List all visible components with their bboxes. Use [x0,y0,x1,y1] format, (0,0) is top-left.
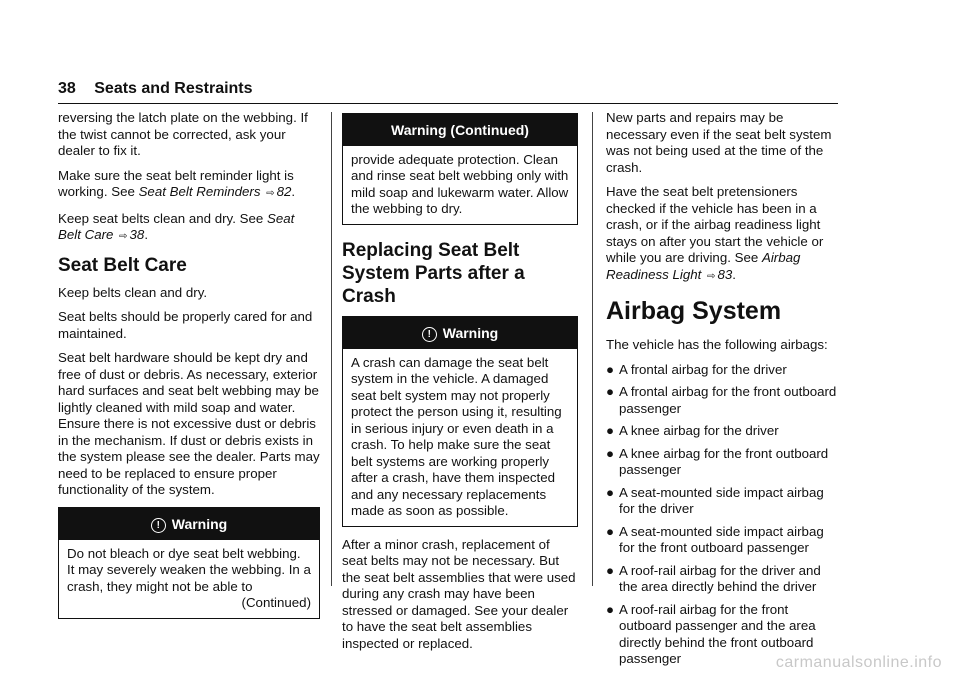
list-item [606,384,842,417]
page-reference-arrow-icon: ⇨ [266,188,275,199]
warning-title: Warning [171,515,228,532]
bullet-dot-icon: ● [606,484,615,500]
warning-box [342,316,578,527]
paragraph: Seat belt hardware should be kept dry and free of dust or debris. As necessary, exterior hard surfaces and seat belt webbing may be lightly cleaned with mild soap and water. Ensure there is not excessive dust or debris in the mechanism. If dust or debris exists in the system please see the dealer. Parts may need to be replaced to ensure proper functionality of the system. [58,350,320,497]
column-3 [606,110,842,674]
xref-link[interactable]: Seat Belt Reminders [138,184,261,199]
list-item-text: A knee airbag for the driver [619,423,779,438]
bullet-dot-icon: ● [606,445,615,461]
watermark: carmanualsonline.info [775,654,942,671]
bullet-dot-icon: ● [606,423,615,438]
header-rule [58,103,838,104]
list-item [606,485,842,518]
paragraph: Keep belts clean and dry. [58,284,208,300]
text: See [734,250,762,265]
warning-box [58,507,320,619]
warning-header [343,317,577,349]
list-item [606,446,842,479]
airbag-list [606,362,842,668]
xref-link[interactable]: Seat Belt Care [58,210,295,242]
column-1 [58,110,320,629]
paragraph: The vehicle has the following airbags: [606,337,828,352]
column-divider-1 [331,112,332,586]
list-item [606,563,842,596]
text: . [291,184,296,199]
column-divider-2 [592,112,593,586]
list-item [606,362,842,379]
warning-title: Warning [442,324,499,341]
text: Have the seat belt pretensioners checked if the vehicle has been in a crash, or if the airbag readiness light stays on after you start the vehicle or while you are driving. [606,184,824,265]
paragraph: After a minor crash, replacement of seat belts may not be necessary. But the seat belt assemblies that were used during any crash may have been stressed or damaged. See your dealer to have the seat belt assemblies inspected or replaced. [342,536,576,651]
paragraph [606,184,842,285]
warning-text: Do not bleach or dye seat belt webbing. It may severely weaken the webbing. In a crash, they might not be able to [67,545,311,594]
section-heading: Seat Belt Care [58,254,187,276]
warning-box-continued [342,113,578,225]
warning-icon: ! [151,518,166,533]
column-2 [342,113,578,660]
bullet-dot-icon: ● [606,384,615,399]
xref-page[interactable]: 82 [276,184,292,199]
section-heading: Airbag System [606,297,782,325]
text: . [732,266,736,282]
section-heading: Replacing Seat Belt System Parts after a Crash [342,239,525,307]
xref-link[interactable]: Airbag Readiness Light [606,250,801,282]
section-title: Seats and Restraints [94,80,253,97]
xref-page[interactable]: 38 [129,227,145,242]
paragraph: New parts and repairs may be necessary even if the seat belt system was not being used at the time of the crash. [606,110,832,175]
paragraph: Seat belts should be properly cared for and maintained. [58,309,313,341]
list-item-text: A roof-rail airbag for the driver and the area directly behind the driver [619,562,821,594]
bullet-dot-icon: ● [606,562,615,578]
list-item-text: A roof-rail airbag for the front outboard passenger and the area directly behind the front outboard passenger [619,601,816,666]
page-reference-arrow-icon: ⇨ [119,231,128,242]
warning-header: Warning (Continued) [343,114,577,146]
bullet-dot-icon: ● [606,361,615,377]
page-reference-arrow-icon: ⇨ [707,270,716,282]
warning-icon: ! [422,327,437,342]
list-item-text: A seat-mounted side impact airbag for the front outboard passenger [619,523,824,555]
list-item-text: A seat-mounted side impact airbag for the driver [619,484,824,516]
list-item-text: A knee airbag for the front outboard passenger [619,445,829,477]
warning-body: A crash can damage the seat belt system in the vehicle. A damaged seat belt system may not properly protect the person using it, resulting in serious injury or even death in a crash. To help make sure the seat belt systems are working properly after a crash, have them inspected and any necessary replacements made as soon as possible. [351,354,562,518]
warning-body: provide adequate protection. Clean and rinse seat belt webbing only with mild soap and lukewarm water. Allow the webbing to dry. [351,151,569,216]
warning-body [59,540,319,618]
list-item-text: A frontal airbag for the driver [619,361,787,377]
warning-header [59,508,319,540]
list-item-text: A frontal airbag for the front outboard passenger [619,384,837,416]
paragraph [58,168,320,203]
list-item [606,423,842,440]
text: Keep seat belts clean and dry. See [58,210,267,226]
xref-page[interactable]: 83 [717,266,733,282]
bullet-dot-icon: ● [606,523,615,539]
page-header [58,80,253,98]
bullet-dot-icon: ● [606,601,615,617]
text: Make sure the seat belt reminder light is working. See [58,167,294,199]
list-item [606,524,842,557]
paragraph: reversing the latch plate on the webbing. If the twist cannot be corrected, ask your dealer to fix it. [58,110,308,158]
paragraph [58,211,320,246]
continued-label: (Continued) [241,595,311,610]
text: . [144,227,149,242]
page-number: 38 [58,80,76,97]
